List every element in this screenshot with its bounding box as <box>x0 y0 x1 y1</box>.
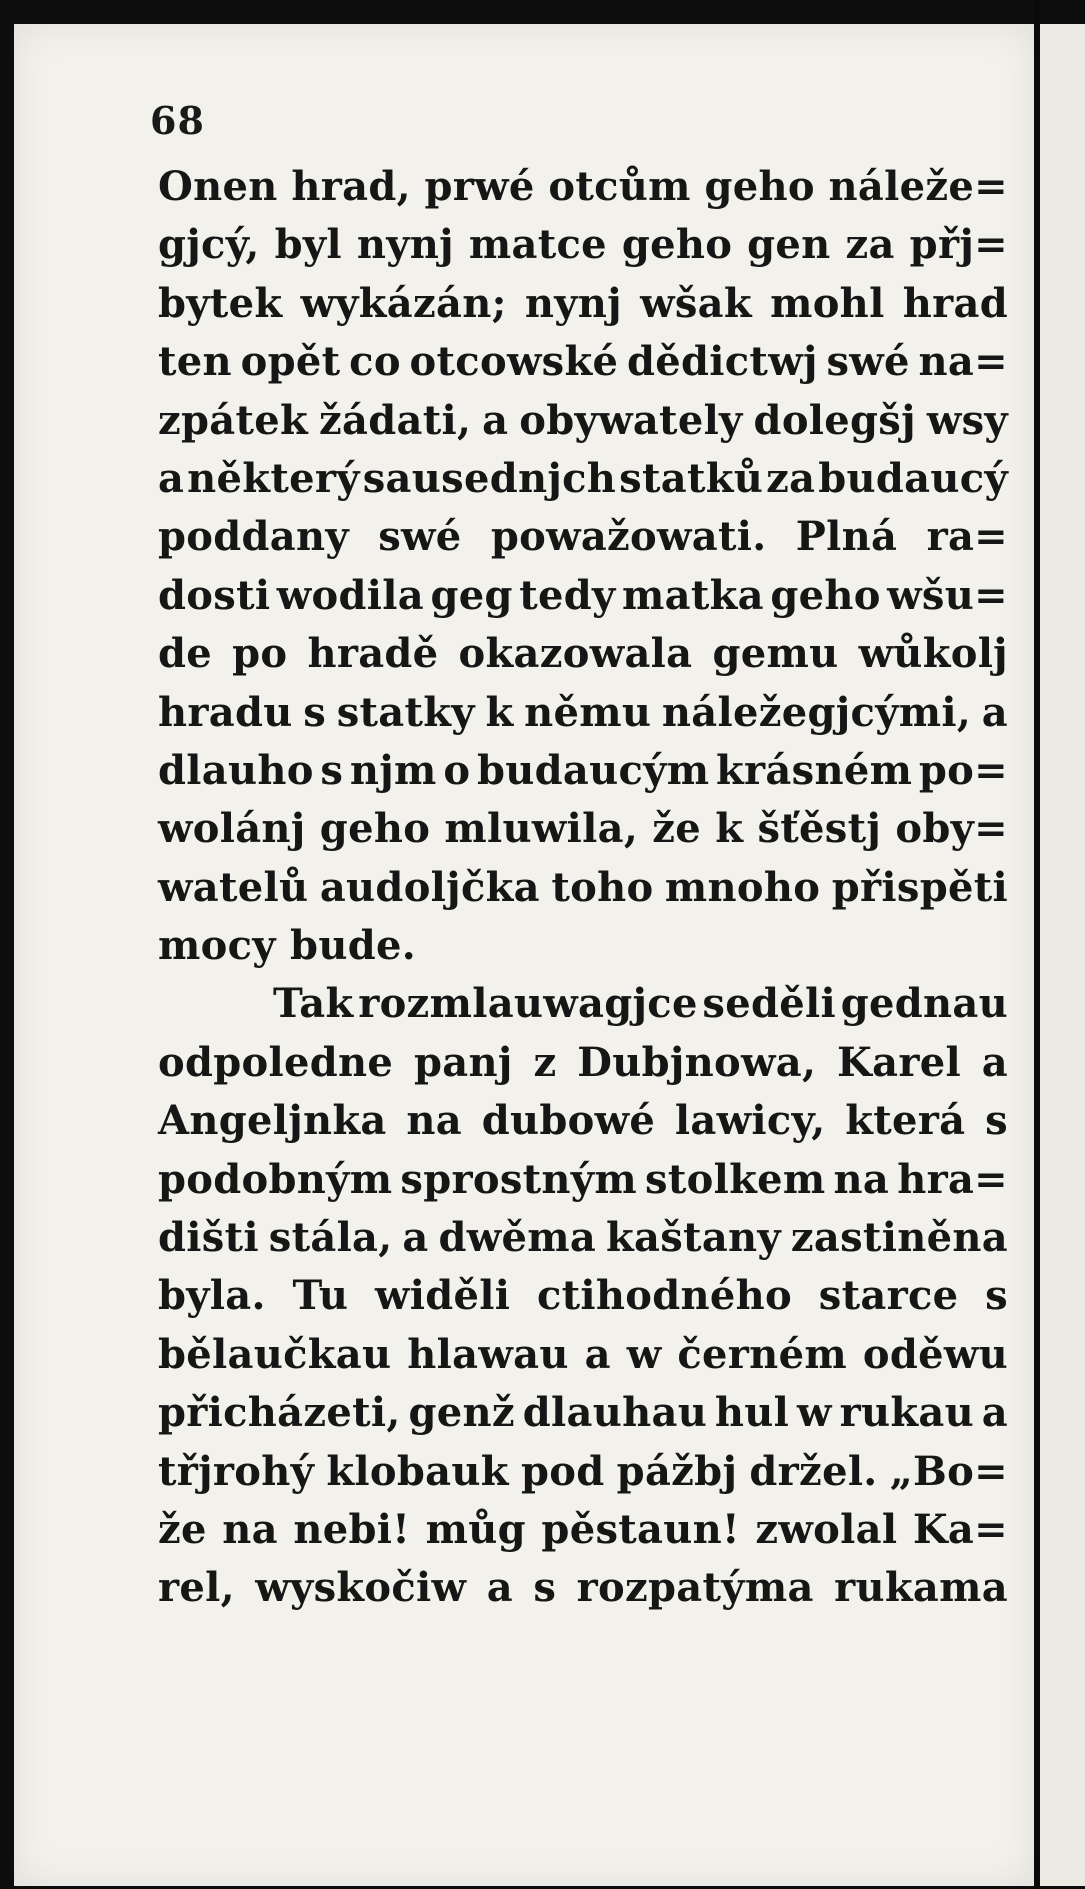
word: a <box>981 1038 1008 1086</box>
facing-page-edge <box>1040 24 1085 1886</box>
word: okazowala <box>458 630 693 678</box>
word: bytek <box>158 279 283 327</box>
word: nynj <box>356 221 454 269</box>
word: pěstaun! <box>541 1505 740 1553</box>
word: a <box>482 396 509 444</box>
word: geho <box>319 805 431 853</box>
word: wůkolj <box>858 630 1008 678</box>
word: k <box>485 688 514 736</box>
word: wykázán; <box>300 279 507 327</box>
text-line <box>158 1559 1008 1617</box>
text-line <box>158 625 1008 683</box>
word: dlauho <box>158 746 314 794</box>
word: otcům <box>548 163 691 210</box>
word: zwolal <box>755 1505 898 1553</box>
word: opět <box>240 338 341 386</box>
word: gjcý, <box>158 221 260 269</box>
word: genž <box>408 1389 515 1437</box>
word: sausednjch <box>362 454 617 502</box>
word: watelů <box>158 863 309 911</box>
word: mocy <box>158 922 276 970</box>
word: starce <box>818 1272 959 1320</box>
word: mnoho <box>664 863 821 911</box>
word: panj <box>413 1038 513 1086</box>
word: a <box>158 454 185 502</box>
word: s <box>533 1564 557 1612</box>
word: ra= <box>926 513 1008 561</box>
text-line <box>158 333 1008 391</box>
word: a <box>486 1564 513 1612</box>
word: za <box>845 221 895 269</box>
word: Tak <box>273 980 354 1028</box>
word: gen <box>747 221 831 269</box>
text-line <box>158 859 1008 917</box>
word: lawicy, <box>674 1097 826 1145</box>
word: šťěstj <box>757 805 882 853</box>
word: po= <box>918 746 1008 794</box>
word: bělaučkau <box>158 1330 392 1378</box>
word: rukau <box>839 1389 974 1437</box>
word: Tu <box>292 1272 349 1320</box>
word: nynj <box>524 279 622 327</box>
text-line <box>158 742 1008 800</box>
word: oděwu <box>862 1330 1008 1378</box>
word: Ka= <box>912 1505 1008 1553</box>
word: můg <box>425 1505 526 1553</box>
word: matce <box>468 221 607 269</box>
word: ten <box>158 338 232 386</box>
text-line <box>158 275 1008 333</box>
word: přj= <box>909 221 1008 269</box>
word: otcowské <box>409 338 619 386</box>
word: náleže= <box>828 163 1008 210</box>
word: rel, <box>158 1564 235 1612</box>
word: hul <box>714 1389 790 1437</box>
word: na <box>833 1155 890 1203</box>
word: zastiněna <box>790 1214 1008 1262</box>
word: matka <box>622 571 764 619</box>
word: hrad, <box>291 163 411 210</box>
word: že <box>158 1505 207 1553</box>
word: stolkem <box>645 1155 826 1203</box>
word: rozpatýma <box>576 1564 814 1612</box>
word: na= <box>918 338 1008 386</box>
word: dlauhau <box>522 1389 708 1437</box>
word: budaucým <box>477 746 710 794</box>
word: geho <box>704 163 815 210</box>
word: s <box>985 1272 1008 1320</box>
text-line <box>158 800 1008 858</box>
word: přispěti <box>831 863 1008 911</box>
word: a <box>981 688 1008 736</box>
word: byla. <box>158 1272 266 1320</box>
word: njm <box>349 746 437 794</box>
word: a <box>402 1214 429 1262</box>
word: podobným <box>158 1155 393 1203</box>
word: pážbj <box>616 1447 738 1495</box>
word: dědictwj <box>627 338 818 386</box>
word: dosti <box>158 571 271 619</box>
word: s <box>320 746 344 794</box>
word: dubowé <box>481 1097 656 1145</box>
word: byl <box>274 221 342 269</box>
text-line <box>158 1209 1008 1267</box>
word: nebi! <box>293 1505 411 1553</box>
word: co <box>349 338 401 386</box>
word: oby= <box>895 805 1008 853</box>
word: Onen <box>158 163 278 210</box>
word: Karel <box>837 1038 961 1086</box>
word: toho <box>551 863 654 911</box>
word: černém <box>677 1330 847 1378</box>
word: a <box>584 1330 611 1378</box>
text-line <box>158 450 1008 508</box>
page-gutter <box>1034 0 1040 1889</box>
text-line-paragraph-end <box>158 917 1008 975</box>
word: kaštany <box>606 1214 781 1262</box>
word: dolegšj <box>753 396 916 444</box>
word: Dubjnowa, <box>577 1038 817 1086</box>
word: obywately <box>519 396 743 444</box>
text-line <box>158 1384 1008 1442</box>
page-number: 68 <box>150 98 205 143</box>
text-line <box>158 1501 1008 1559</box>
body-text <box>158 158 1008 1618</box>
word: seděli <box>702 980 836 1028</box>
word: a <box>981 1389 1008 1437</box>
word: hradu <box>158 688 293 736</box>
word: dišti <box>158 1214 259 1262</box>
text-line <box>158 158 1008 216</box>
word: němu <box>524 688 652 736</box>
word: některý <box>187 454 360 502</box>
word: hlawau <box>407 1330 569 1378</box>
word: odpoledne <box>158 1038 394 1086</box>
word: rukama <box>834 1564 1008 1612</box>
text-line <box>158 567 1008 625</box>
word: wšak <box>640 279 752 327</box>
word: de <box>158 630 213 678</box>
word: statky <box>336 688 475 736</box>
word: statků <box>619 454 764 502</box>
word: hradě <box>307 630 439 678</box>
word: wodila <box>276 571 424 619</box>
word: wšu= <box>887 571 1008 619</box>
word: dwěma <box>438 1214 597 1262</box>
word: wolánj <box>158 805 306 853</box>
word: za <box>766 454 816 502</box>
word: na <box>406 1097 462 1145</box>
word: zpátek <box>158 396 309 444</box>
word: powažowati. <box>490 513 767 561</box>
word: přicházeti, <box>158 1389 401 1437</box>
word: mluwila, <box>444 805 639 853</box>
word: po <box>232 630 288 678</box>
word: w <box>626 1330 662 1378</box>
word: geho <box>621 221 733 269</box>
text-line <box>158 1092 1008 1150</box>
word: poddany <box>158 513 349 561</box>
text-line <box>158 392 1008 450</box>
word: žádati, <box>318 396 472 444</box>
word: wyskočiw <box>255 1564 467 1612</box>
word: gednau <box>840 980 1008 1028</box>
word: gemu <box>712 630 839 678</box>
word: držel. <box>749 1447 878 1495</box>
word: třjrohý <box>158 1447 315 1495</box>
word: klobauk <box>326 1447 509 1495</box>
word: „Bo= <box>889 1447 1008 1495</box>
word: pod <box>520 1447 605 1495</box>
text-line-paragraph-start <box>158 975 1008 1033</box>
word: geg <box>430 571 513 619</box>
word: tedy <box>519 571 616 619</box>
word: s <box>303 688 327 736</box>
word: Plná <box>795 513 898 561</box>
word: widěli <box>375 1272 511 1320</box>
text-line <box>158 1034 1008 1092</box>
word: prwé <box>424 163 535 210</box>
text-line <box>158 1326 1008 1384</box>
word: swé <box>378 513 462 561</box>
word: že <box>652 805 702 853</box>
word: Angeljnka <box>158 1097 387 1145</box>
word: ctihodného <box>536 1272 793 1320</box>
word: stála, <box>268 1214 393 1262</box>
text-line <box>158 684 1008 742</box>
word: mohl <box>770 279 885 327</box>
word: swé <box>826 338 910 386</box>
word: z <box>533 1038 557 1086</box>
word: rozmlauwagjce <box>358 980 698 1028</box>
word: o <box>443 746 471 794</box>
word: s <box>985 1097 1008 1145</box>
text-line <box>158 1443 1008 1501</box>
word: sprostným <box>400 1155 637 1203</box>
word: bude. <box>290 922 416 970</box>
text-line <box>158 508 1008 566</box>
word: geho <box>770 571 881 619</box>
word: w <box>797 1389 832 1437</box>
text-line <box>158 1151 1008 1209</box>
text-line <box>158 216 1008 274</box>
word: na <box>222 1505 278 1553</box>
word: která <box>845 1097 966 1145</box>
word: k <box>715 805 744 853</box>
text-line <box>158 1267 1008 1325</box>
word: hrad <box>902 279 1008 327</box>
word: náležegjcými, <box>661 688 972 736</box>
word: wsy <box>926 396 1008 444</box>
word: krásném <box>716 746 913 794</box>
word: budaucý <box>818 454 1008 502</box>
word: audoljčka <box>319 863 540 911</box>
word: hra= <box>897 1155 1008 1203</box>
